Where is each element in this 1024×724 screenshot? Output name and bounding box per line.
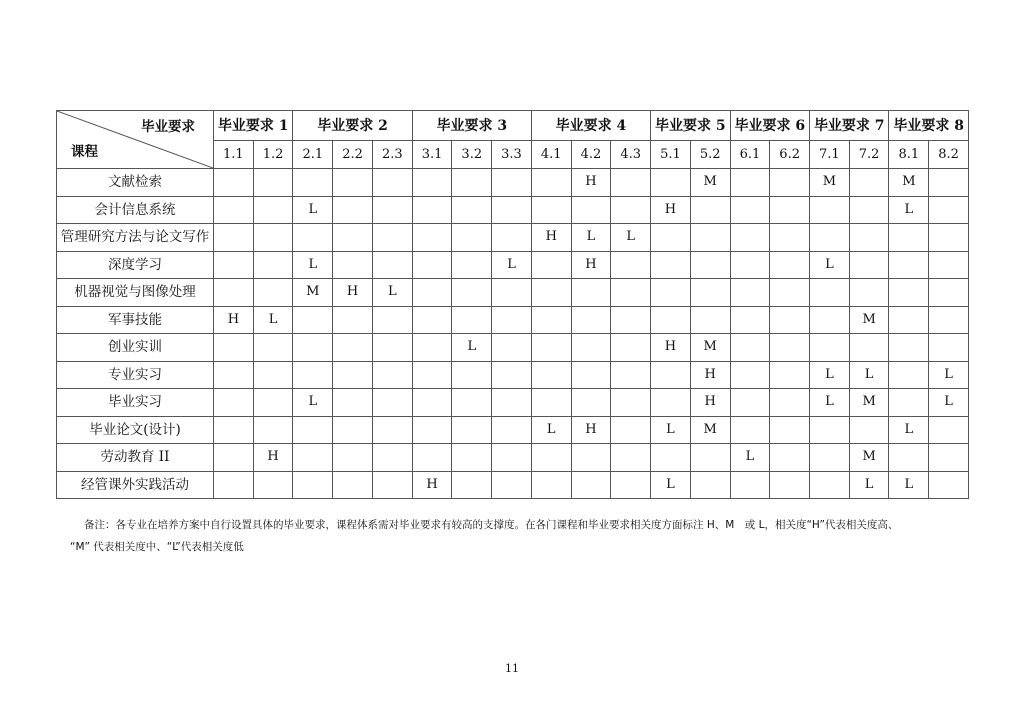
requirement-sub-header: 5.2 xyxy=(690,141,730,169)
relevance-cell xyxy=(492,416,532,444)
relevance-cell xyxy=(412,196,452,224)
page-number: 11 xyxy=(505,662,519,675)
relevance-cell: H xyxy=(651,334,691,362)
relevance-cell xyxy=(929,416,969,444)
footnote-line-1: 备注：各专业在培养方案中自行设置具体的毕业要求，课程体系需对毕业要求有较高的支撑度。在各门课程和毕业要求相关度方面标注 H、M 或 L，相关度“H”代表相关度高、 xyxy=(84,519,899,531)
course-name-cell: 毕业实习 xyxy=(57,389,214,417)
relevance-cell xyxy=(611,444,651,472)
relevance-cell xyxy=(253,196,293,224)
requirement-group-header: 毕业要求 6 xyxy=(730,111,809,141)
table-row xyxy=(57,416,969,444)
relevance-cell xyxy=(849,169,889,197)
relevance-cell xyxy=(531,169,571,197)
table-row xyxy=(57,361,969,389)
relevance-cell xyxy=(889,361,929,389)
requirement-group-header: 毕业要求 1 xyxy=(214,111,293,141)
course-name-cell: 机器视觉与图像处理 xyxy=(57,279,214,307)
table-row xyxy=(57,196,969,224)
relevance-cell xyxy=(849,224,889,252)
relevance-cell xyxy=(214,251,254,279)
relevance-cell xyxy=(293,416,333,444)
relevance-cell xyxy=(611,169,651,197)
course-name-cell: 深度学习 xyxy=(57,251,214,279)
relevance-cell: M xyxy=(690,416,730,444)
relevance-cell xyxy=(531,471,571,499)
relevance-cell xyxy=(412,279,452,307)
relevance-cell xyxy=(293,471,333,499)
requirement-sub-header: 4.1 xyxy=(531,141,571,169)
requirement-sub-header: 1.2 xyxy=(253,141,293,169)
course-name-cell: 军事技能 xyxy=(57,306,214,334)
relevance-cell: M xyxy=(690,334,730,362)
relevance-cell xyxy=(333,224,373,252)
relevance-cell xyxy=(214,444,254,472)
table-row xyxy=(57,389,969,417)
relevance-cell xyxy=(651,361,691,389)
requirement-sub-header: 7.2 xyxy=(849,141,889,169)
relevance-cell xyxy=(333,471,373,499)
relevance-cell xyxy=(849,251,889,279)
relevance-cell xyxy=(492,361,532,389)
relevance-cell xyxy=(452,224,492,252)
relevance-cell xyxy=(412,306,452,334)
relevance-cell xyxy=(492,224,532,252)
relevance-cell xyxy=(452,306,492,334)
relevance-cell xyxy=(571,334,611,362)
relevance-cell xyxy=(214,224,254,252)
relevance-cell xyxy=(333,416,373,444)
relevance-cell xyxy=(214,334,254,362)
relevance-cell xyxy=(690,279,730,307)
relevance-cell xyxy=(651,389,691,417)
relevance-cell xyxy=(452,251,492,279)
requirement-sub-header: 3.3 xyxy=(492,141,532,169)
relevance-cell xyxy=(531,251,571,279)
relevance-cell xyxy=(770,444,810,472)
relevance-cell xyxy=(372,471,412,499)
relevance-cell: M xyxy=(849,444,889,472)
relevance-cell xyxy=(412,169,452,197)
table-body xyxy=(57,169,969,499)
relevance-cell xyxy=(214,196,254,224)
relevance-cell xyxy=(889,224,929,252)
relevance-cell xyxy=(333,444,373,472)
relevance-cell xyxy=(730,361,770,389)
relevance-cell xyxy=(412,444,452,472)
relevance-cell xyxy=(531,279,571,307)
relevance-cell: L xyxy=(730,444,770,472)
relevance-cell xyxy=(730,416,770,444)
relevance-cell xyxy=(889,279,929,307)
relevance-cell: L xyxy=(531,416,571,444)
relevance-cell: M xyxy=(293,279,333,307)
relevance-cell xyxy=(611,471,651,499)
relevance-cell xyxy=(253,334,293,362)
relevance-cell xyxy=(929,471,969,499)
relevance-cell xyxy=(214,361,254,389)
relevance-cell xyxy=(531,444,571,472)
relevance-cell: M xyxy=(889,169,929,197)
relevance-cell xyxy=(531,196,571,224)
requirements-matrix-table xyxy=(56,110,969,499)
relevance-cell xyxy=(412,361,452,389)
relevance-cell: H xyxy=(571,251,611,279)
relevance-cell: H xyxy=(571,169,611,197)
relevance-cell: L xyxy=(929,361,969,389)
relevance-cell xyxy=(293,306,333,334)
relevance-cell xyxy=(730,196,770,224)
relevance-cell: H xyxy=(253,444,293,472)
relevance-cell xyxy=(770,471,810,499)
relevance-cell xyxy=(690,196,730,224)
relevance-cell xyxy=(333,389,373,417)
relevance-cell xyxy=(849,416,889,444)
relevance-cell xyxy=(929,306,969,334)
relevance-cell: L xyxy=(889,416,929,444)
relevance-cell xyxy=(810,471,850,499)
relevance-cell: H xyxy=(690,389,730,417)
relevance-cell: L xyxy=(611,224,651,252)
relevance-cell xyxy=(214,279,254,307)
relevance-cell: H xyxy=(531,224,571,252)
relevance-cell xyxy=(492,471,532,499)
relevance-cell xyxy=(690,224,730,252)
relevance-cell xyxy=(253,471,293,499)
relevance-cell xyxy=(929,196,969,224)
relevance-cell xyxy=(531,361,571,389)
relevance-cell xyxy=(412,389,452,417)
relevance-cell xyxy=(412,224,452,252)
relevance-cell xyxy=(889,334,929,362)
relevance-cell xyxy=(333,306,373,334)
requirement-sub-header: 8.2 xyxy=(929,141,969,169)
relevance-cell xyxy=(611,416,651,444)
relevance-cell xyxy=(333,196,373,224)
relevance-cell xyxy=(214,169,254,197)
relevance-cell xyxy=(770,279,810,307)
relevance-cell xyxy=(651,251,691,279)
relevance-cell: L xyxy=(810,361,850,389)
relevance-cell xyxy=(412,416,452,444)
relevance-cell xyxy=(810,416,850,444)
relevance-cell: L xyxy=(810,389,850,417)
relevance-cell: L xyxy=(929,389,969,417)
relevance-cell xyxy=(651,224,691,252)
relevance-cell xyxy=(611,279,651,307)
requirement-sub-header: 5.1 xyxy=(651,141,691,169)
relevance-cell xyxy=(651,279,691,307)
relevance-cell xyxy=(730,279,770,307)
relevance-cell xyxy=(611,334,651,362)
corner-label-course: 课程 xyxy=(71,144,98,160)
relevance-cell xyxy=(770,389,810,417)
relevance-cell xyxy=(492,334,532,362)
requirement-sub-header: 2.3 xyxy=(372,141,412,169)
relevance-cell: L xyxy=(293,389,333,417)
relevance-cell xyxy=(372,251,412,279)
table-row xyxy=(57,334,969,362)
requirement-sub-header: 3.1 xyxy=(412,141,452,169)
relevance-cell xyxy=(214,416,254,444)
relevance-cell: M xyxy=(690,169,730,197)
relevance-cell xyxy=(810,444,850,472)
relevance-cell xyxy=(651,444,691,472)
requirement-group-header: 毕业要求 3 xyxy=(412,111,531,141)
relevance-cell: L xyxy=(293,196,333,224)
relevance-cell xyxy=(452,169,492,197)
relevance-cell xyxy=(770,224,810,252)
relevance-cell xyxy=(293,224,333,252)
header-group-row xyxy=(57,111,969,141)
relevance-cell: L xyxy=(849,471,889,499)
relevance-cell: L xyxy=(889,196,929,224)
requirement-group-header: 毕业要求 7 xyxy=(810,111,889,141)
course-name-cell: 经管课外实践活动 xyxy=(57,471,214,499)
table-row xyxy=(57,306,969,334)
relevance-cell xyxy=(730,169,770,197)
relevance-cell xyxy=(889,389,929,417)
footnote-line-2: “M” 代表相关度中、“L”代表相关度低 xyxy=(70,541,244,553)
relevance-cell: L xyxy=(293,251,333,279)
requirement-sub-header: 3.2 xyxy=(452,141,492,169)
corner-label-requirement: 毕业要求 xyxy=(141,119,195,135)
course-name-cell: 文献检索 xyxy=(57,169,214,197)
relevance-cell xyxy=(770,251,810,279)
relevance-cell xyxy=(849,279,889,307)
relevance-cell xyxy=(531,334,571,362)
relevance-cell xyxy=(412,251,452,279)
relevance-cell: H xyxy=(333,279,373,307)
requirement-sub-header: 8.1 xyxy=(889,141,929,169)
relevance-cell xyxy=(452,416,492,444)
relevance-cell xyxy=(889,444,929,472)
relevance-cell xyxy=(452,196,492,224)
relevance-cell xyxy=(730,224,770,252)
relevance-cell xyxy=(253,361,293,389)
relevance-cell xyxy=(929,224,969,252)
requirement-sub-header: 6.2 xyxy=(770,141,810,169)
relevance-cell: L xyxy=(849,361,889,389)
relevance-cell xyxy=(770,361,810,389)
relevance-cell xyxy=(253,224,293,252)
relevance-cell xyxy=(372,196,412,224)
footnote xyxy=(70,514,964,558)
relevance-cell xyxy=(571,389,611,417)
relevance-cell xyxy=(214,471,254,499)
relevance-cell xyxy=(889,251,929,279)
relevance-cell xyxy=(531,389,571,417)
relevance-cell xyxy=(253,416,293,444)
relevance-cell xyxy=(412,334,452,362)
relevance-cell: L xyxy=(651,416,691,444)
table-row xyxy=(57,444,969,472)
relevance-cell xyxy=(810,196,850,224)
relevance-cell: L xyxy=(889,471,929,499)
course-name-cell: 会计信息系统 xyxy=(57,196,214,224)
relevance-cell xyxy=(372,224,412,252)
course-name-cell: 专业实习 xyxy=(57,361,214,389)
relevance-cell xyxy=(730,306,770,334)
relevance-cell: L xyxy=(372,279,412,307)
table-row xyxy=(57,224,969,252)
relevance-cell xyxy=(770,306,810,334)
relevance-cell xyxy=(770,334,810,362)
relevance-cell xyxy=(810,306,850,334)
relevance-cell xyxy=(929,279,969,307)
requirement-sub-header: 4.3 xyxy=(611,141,651,169)
relevance-cell xyxy=(214,389,254,417)
requirement-sub-header: 4.2 xyxy=(571,141,611,169)
relevance-cell xyxy=(690,471,730,499)
requirement-group-header: 毕业要求 5 xyxy=(651,111,730,141)
relevance-cell: H xyxy=(690,361,730,389)
relevance-cell xyxy=(333,334,373,362)
relevance-cell xyxy=(929,444,969,472)
relevance-cell xyxy=(253,169,293,197)
relevance-cell xyxy=(571,279,611,307)
relevance-cell xyxy=(293,444,333,472)
relevance-cell: L xyxy=(452,334,492,362)
relevance-cell xyxy=(293,169,333,197)
course-name-cell: 毕业论文(设计) xyxy=(57,416,214,444)
requirement-sub-header: 7.1 xyxy=(810,141,850,169)
relevance-cell xyxy=(929,251,969,279)
relevance-cell xyxy=(492,279,532,307)
relevance-cell xyxy=(571,196,611,224)
relevance-cell xyxy=(372,306,412,334)
relevance-cell: L xyxy=(571,224,611,252)
relevance-cell xyxy=(253,251,293,279)
relevance-cell: M xyxy=(810,169,850,197)
relevance-cell: H xyxy=(571,416,611,444)
relevance-cell xyxy=(492,169,532,197)
table-row xyxy=(57,169,969,197)
requirement-sub-header: 6.1 xyxy=(730,141,770,169)
relevance-cell xyxy=(492,306,532,334)
relevance-cell xyxy=(253,389,293,417)
relevance-cell: L xyxy=(651,471,691,499)
relevance-cell xyxy=(770,416,810,444)
relevance-cell xyxy=(810,334,850,362)
relevance-cell xyxy=(571,306,611,334)
course-name-cell: 管理研究方法与论文写作 xyxy=(57,224,214,252)
relevance-cell xyxy=(372,444,412,472)
relevance-cell xyxy=(333,251,373,279)
relevance-cell xyxy=(492,444,532,472)
relevance-cell xyxy=(611,251,651,279)
table-row xyxy=(57,471,969,499)
requirement-group-header: 毕业要求 8 xyxy=(889,111,968,141)
relevance-cell xyxy=(929,169,969,197)
relevance-cell xyxy=(651,306,691,334)
relevance-cell xyxy=(452,389,492,417)
relevance-cell xyxy=(492,389,532,417)
relevance-cell xyxy=(770,196,810,224)
relevance-cell xyxy=(293,361,333,389)
relevance-cell xyxy=(372,334,412,362)
relevance-cell: M xyxy=(849,306,889,334)
course-name-cell: 创业实训 xyxy=(57,334,214,362)
relevance-cell xyxy=(611,389,651,417)
relevance-cell xyxy=(810,279,850,307)
requirement-sub-header: 1.1 xyxy=(214,141,254,169)
relevance-cell xyxy=(452,444,492,472)
relevance-cell xyxy=(690,444,730,472)
relevance-cell: H xyxy=(412,471,452,499)
relevance-cell xyxy=(730,471,770,499)
table-row xyxy=(57,279,969,307)
relevance-cell xyxy=(253,279,293,307)
relevance-cell: L xyxy=(810,251,850,279)
relevance-cell xyxy=(730,251,770,279)
relevance-cell xyxy=(611,196,651,224)
relevance-cell: H xyxy=(651,196,691,224)
requirement-sub-header: 2.1 xyxy=(293,141,333,169)
relevance-cell xyxy=(531,306,571,334)
relevance-cell: M xyxy=(849,389,889,417)
relevance-cell xyxy=(690,251,730,279)
relevance-cell xyxy=(810,224,850,252)
relevance-cell xyxy=(889,306,929,334)
relevance-cell xyxy=(372,416,412,444)
requirement-sub-header: 2.2 xyxy=(333,141,373,169)
relevance-cell xyxy=(611,306,651,334)
relevance-cell xyxy=(730,334,770,362)
course-name-cell: 劳动教育 II xyxy=(57,444,214,472)
relevance-cell xyxy=(849,334,889,362)
header-corner-cell xyxy=(57,111,214,169)
relevance-cell xyxy=(452,361,492,389)
relevance-cell xyxy=(372,389,412,417)
relevance-cell: L xyxy=(492,251,532,279)
relevance-cell xyxy=(651,169,691,197)
relevance-cell xyxy=(452,471,492,499)
requirement-group-header: 毕业要求 4 xyxy=(531,111,650,141)
relevance-cell xyxy=(730,389,770,417)
relevance-cell xyxy=(293,334,333,362)
relevance-cell xyxy=(492,196,532,224)
relevance-cell xyxy=(333,169,373,197)
relevance-cell xyxy=(849,196,889,224)
relevance-cell: L xyxy=(253,306,293,334)
relevance-cell xyxy=(571,361,611,389)
relevance-cell xyxy=(372,169,412,197)
relevance-cell xyxy=(770,169,810,197)
relevance-cell xyxy=(372,361,412,389)
relevance-cell xyxy=(333,361,373,389)
relevance-cell xyxy=(452,279,492,307)
relevance-cell xyxy=(611,361,651,389)
relevance-cell xyxy=(571,444,611,472)
requirement-group-header: 毕业要求 2 xyxy=(293,111,412,141)
relevance-cell: H xyxy=(214,306,254,334)
relevance-cell xyxy=(929,334,969,362)
table-row xyxy=(57,251,969,279)
relevance-cell xyxy=(690,306,730,334)
relevance-cell xyxy=(571,471,611,499)
